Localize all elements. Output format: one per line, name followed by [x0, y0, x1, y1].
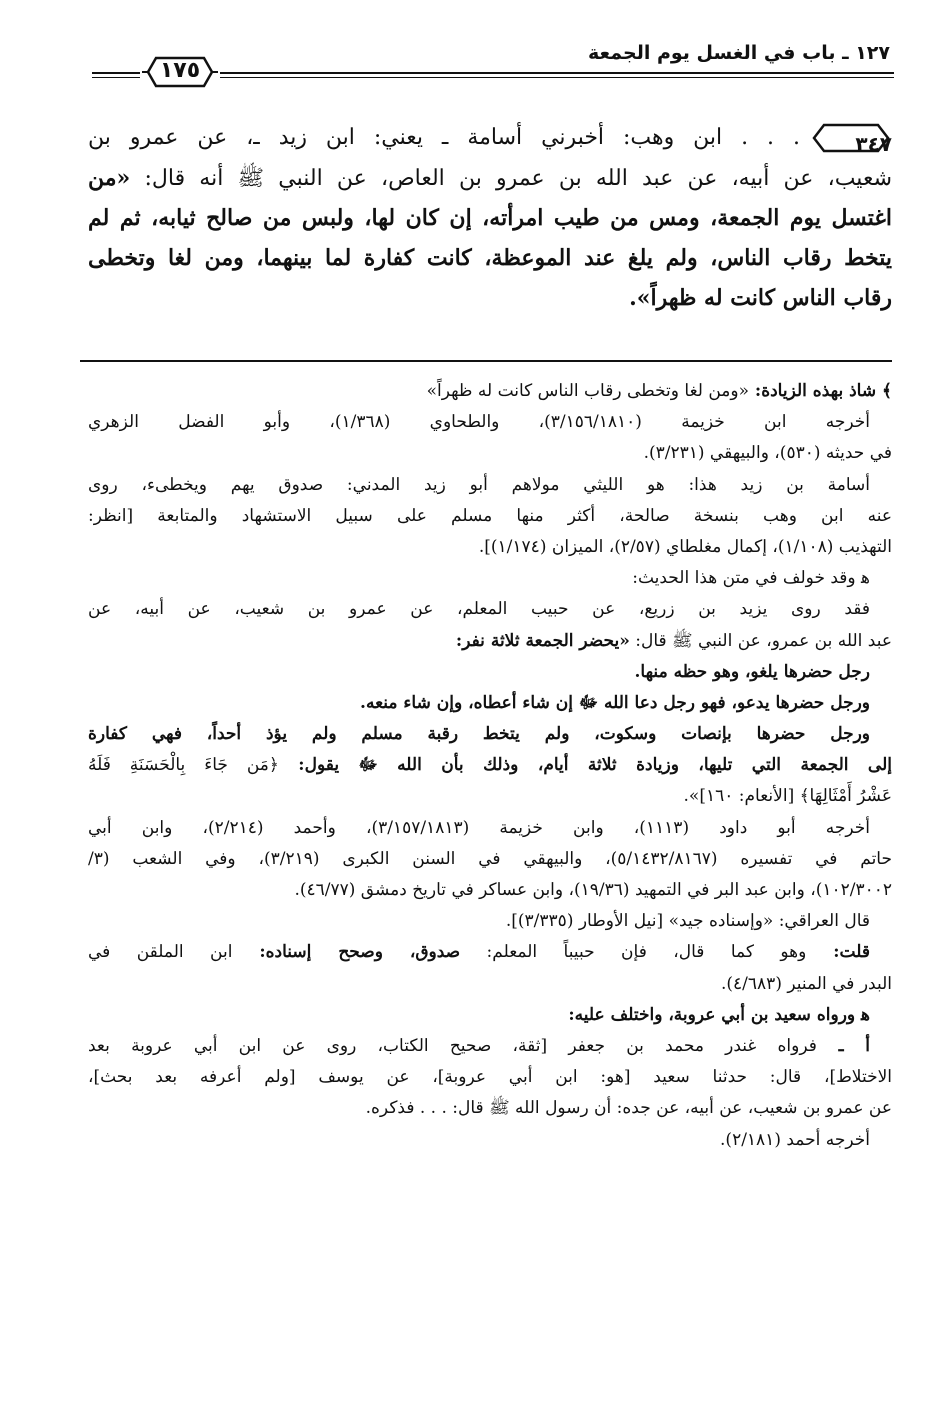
- hadith-line: [88, 278, 892, 318]
- commentary-line: [88, 875, 892, 906]
- text-segment: ابن الملقن في: [88, 942, 233, 963]
- commentary-line: [88, 407, 892, 438]
- footnote-separator: [80, 360, 892, 362]
- hadith-number-badge: [810, 121, 892, 155]
- text-segment: البدر في المنير (٤/٦٨٣).: [721, 973, 892, 994]
- text-segment: ﴿مَن جَاءَ بِالْحَسَنَةِ فَلَهُ: [88, 755, 279, 776]
- hadith-line: [88, 158, 892, 198]
- text-segment: حاتم في تفسيره (٥/١٤٣٢/٨١٦٧)، والبيهقي في السنن الكبرى (٣/٢١٩)، وفي الشعب (٣/: [88, 848, 892, 869]
- text-segment: التهذيب (١/١٠٨)، إكمال مغلطاي (٢/٥٧)، الميزان (١/١٧٤)].: [478, 536, 892, 557]
- page-header: [92, 36, 894, 96]
- text-segment: عبد الله بن عمرو، عن النبي ﷺ قال:: [629, 630, 892, 651]
- text-segment: اغتسل يوم الجمعة، ومس من طيب امرأته، إن كان لها، ولبس من صالح ثيابه، ثم لم: [88, 205, 892, 231]
- text-segment: صدوق، وصحح إسناده:: [232, 942, 461, 963]
- text-segment: . . . ابن وهب: أخبرني أسامة ـ يعني: ابن زيد ـ، عن عمرو بن: [88, 125, 800, 150]
- commentary-line: [88, 688, 892, 719]
- commentary-line: [88, 1093, 892, 1124]
- text-segment: «ومن لغا وتخطى رقاب الناس كانت له ظهراً»: [426, 381, 750, 401]
- text-segment: الاختلاط]، قال: حدثنا سعيد [هو: ابن أبي عروبة]، عن يوسف [ولم أعرفه بعد بحث]،: [88, 1067, 892, 1088]
- text-segment: عنه ابن وهب بنسخة صالحة، أكثر منها مسلم على سبيل الاستشهاد والمتابعة [انظر:: [88, 505, 892, 526]
- commentary-line: [88, 626, 892, 657]
- text-segment: قلت:: [806, 942, 870, 963]
- commentary-line: [88, 1125, 892, 1156]
- page-number-badge: [140, 52, 220, 92]
- commentary-line: [88, 719, 892, 750]
- commentary-line: [88, 532, 892, 563]
- text-segment: أسامة بن زيد هذا: هو الليثي مولاهم أبو زيد المدني: صدوق يهم ويخطىء، روى: [88, 474, 870, 495]
- text-segment: ١٠٢/٣٠٠٢)، وابن عبد البر في التمهيد (١٩/٣٦)، وابن عساكر في تاريخ دمشق (٤٦/٧٧).: [294, 880, 892, 900]
- commentary-line: [88, 750, 892, 781]
- hadith-line: [88, 238, 892, 278]
- commentary-line: [88, 376, 892, 407]
- text-segment: أ ـ: [816, 1035, 870, 1056]
- commentary-line: [88, 470, 892, 501]
- text-segment: رقاب الناس كانت له ظهراً».: [629, 285, 892, 311]
- commentary-line: [88, 844, 892, 875]
- hadith-number: ٣٤٧: [855, 132, 892, 156]
- text-segment: يتخط رقاب الناس، ولم يلغ عند الموعظة، كانت كفارة لما بينهما، ومن لغا وتخطى: [88, 245, 892, 271]
- text-segment: «من: [88, 165, 131, 191]
- text-segment: عن عمرو بن شعيب، عن أبيه، عن جده: أن رسول الله ﷺ قال: . . . فذكره.: [365, 1098, 892, 1119]
- hadith-text: [88, 118, 892, 318]
- text-segment: وهو كما قال، فإن حبيباً المعلم:: [460, 942, 807, 963]
- text-segment: فرواه غندر محمد بن جعفر [ثقة، صحيح الكتاب، روى عن ابن أبي عروبة بعد: [88, 1035, 817, 1056]
- text-segment: ﴾ شاذ بهذه الزيادة:: [749, 381, 892, 401]
- commentary-line: [88, 594, 892, 625]
- commentary-line: [88, 501, 892, 532]
- commentary-line: [88, 563, 892, 594]
- header-rule-right: [220, 72, 894, 74]
- commentary-line: [88, 1031, 892, 1062]
- text-segment: عَشْرُ أَمْثَالِهَا﴾ [الأنعام: ١٦٠]».: [683, 786, 892, 807]
- commentary-line: [88, 937, 892, 968]
- text-segment: أخرجه أحمد (٢/١٨١).: [720, 1129, 870, 1150]
- text-segment: أخرجه أبو داود (١١١٣)، وابن خزيمة (٣/١٥٧/١٨١٣)، وأحمد (٢/٢١٤)، وابن أبي: [88, 817, 870, 838]
- header-rule-left: [92, 72, 140, 74]
- commentary-line: [88, 969, 892, 1000]
- commentary-line: [88, 438, 892, 469]
- text-segment: ﻫ ورواه سعيد بن أبي عروبة، واختلف عليه:: [568, 1004, 870, 1025]
- commentary-line: [88, 781, 892, 812]
- text-segment: أخرجه ابن خزيمة (٣/١٥٦/١٨١٠)، والطحاوي (١/٣٦٨)، وأبو الفضل الزهري: [88, 412, 870, 433]
- commentary-line: [88, 906, 892, 937]
- commentary-text: [88, 376, 892, 1156]
- text-segment: في حديثه (٥٣٠)، والبيهقي (٣/٢٣١).: [643, 443, 892, 464]
- running-title: ١٢٧ ـ باب في الغسل يوم الجمعة: [588, 42, 890, 64]
- text-segment: شعيب، عن أبيه، عن عبد الله بن عمرو بن العاص، عن النبي ﷺ أنه قال:: [130, 166, 892, 191]
- text-segment: ورجل حضرها يدعو، فهو رجل دعا الله ﷻ إن شاء أعطاه، وإن شاء منعه.: [360, 692, 870, 713]
- hadith-line: [88, 198, 892, 238]
- commentary-line: [88, 1062, 892, 1093]
- page-number: ١٧٥: [159, 58, 201, 83]
- commentary-line: [88, 813, 892, 844]
- text-segment: فقد روى يزيد بن زريع، عن حبيب المعلم، عن عمرو بن شعيب، عن أبيه، عن: [88, 599, 870, 620]
- text-segment: رجل حضرها يلغو، وهو حظه منها.: [634, 661, 870, 682]
- text-segment: ورجل حضرها بإنصات وسكوت، ولم يتخط رقبة مسلم ولم يؤذ أحداً، فهي كفارة: [88, 724, 870, 745]
- commentary-line: [88, 1000, 892, 1031]
- hadith-line: [88, 118, 892, 158]
- commentary-line: [88, 657, 892, 688]
- text-segment: ﻫ وقد خولف في متن هذا الحديث:: [632, 568, 870, 589]
- text-segment: «يحضر الجمعة ثلاثة نفر:: [455, 630, 630, 651]
- text-segment: قال العراقي: «وإسناده جيد» [نيل الأوطار (٣/٣٣٥)].: [505, 911, 870, 932]
- text-segment: إلى الجمعة التي تليها، وزيادة ثلاثة أيام، وذلك بأن الله ﷻ يقول:: [278, 755, 892, 776]
